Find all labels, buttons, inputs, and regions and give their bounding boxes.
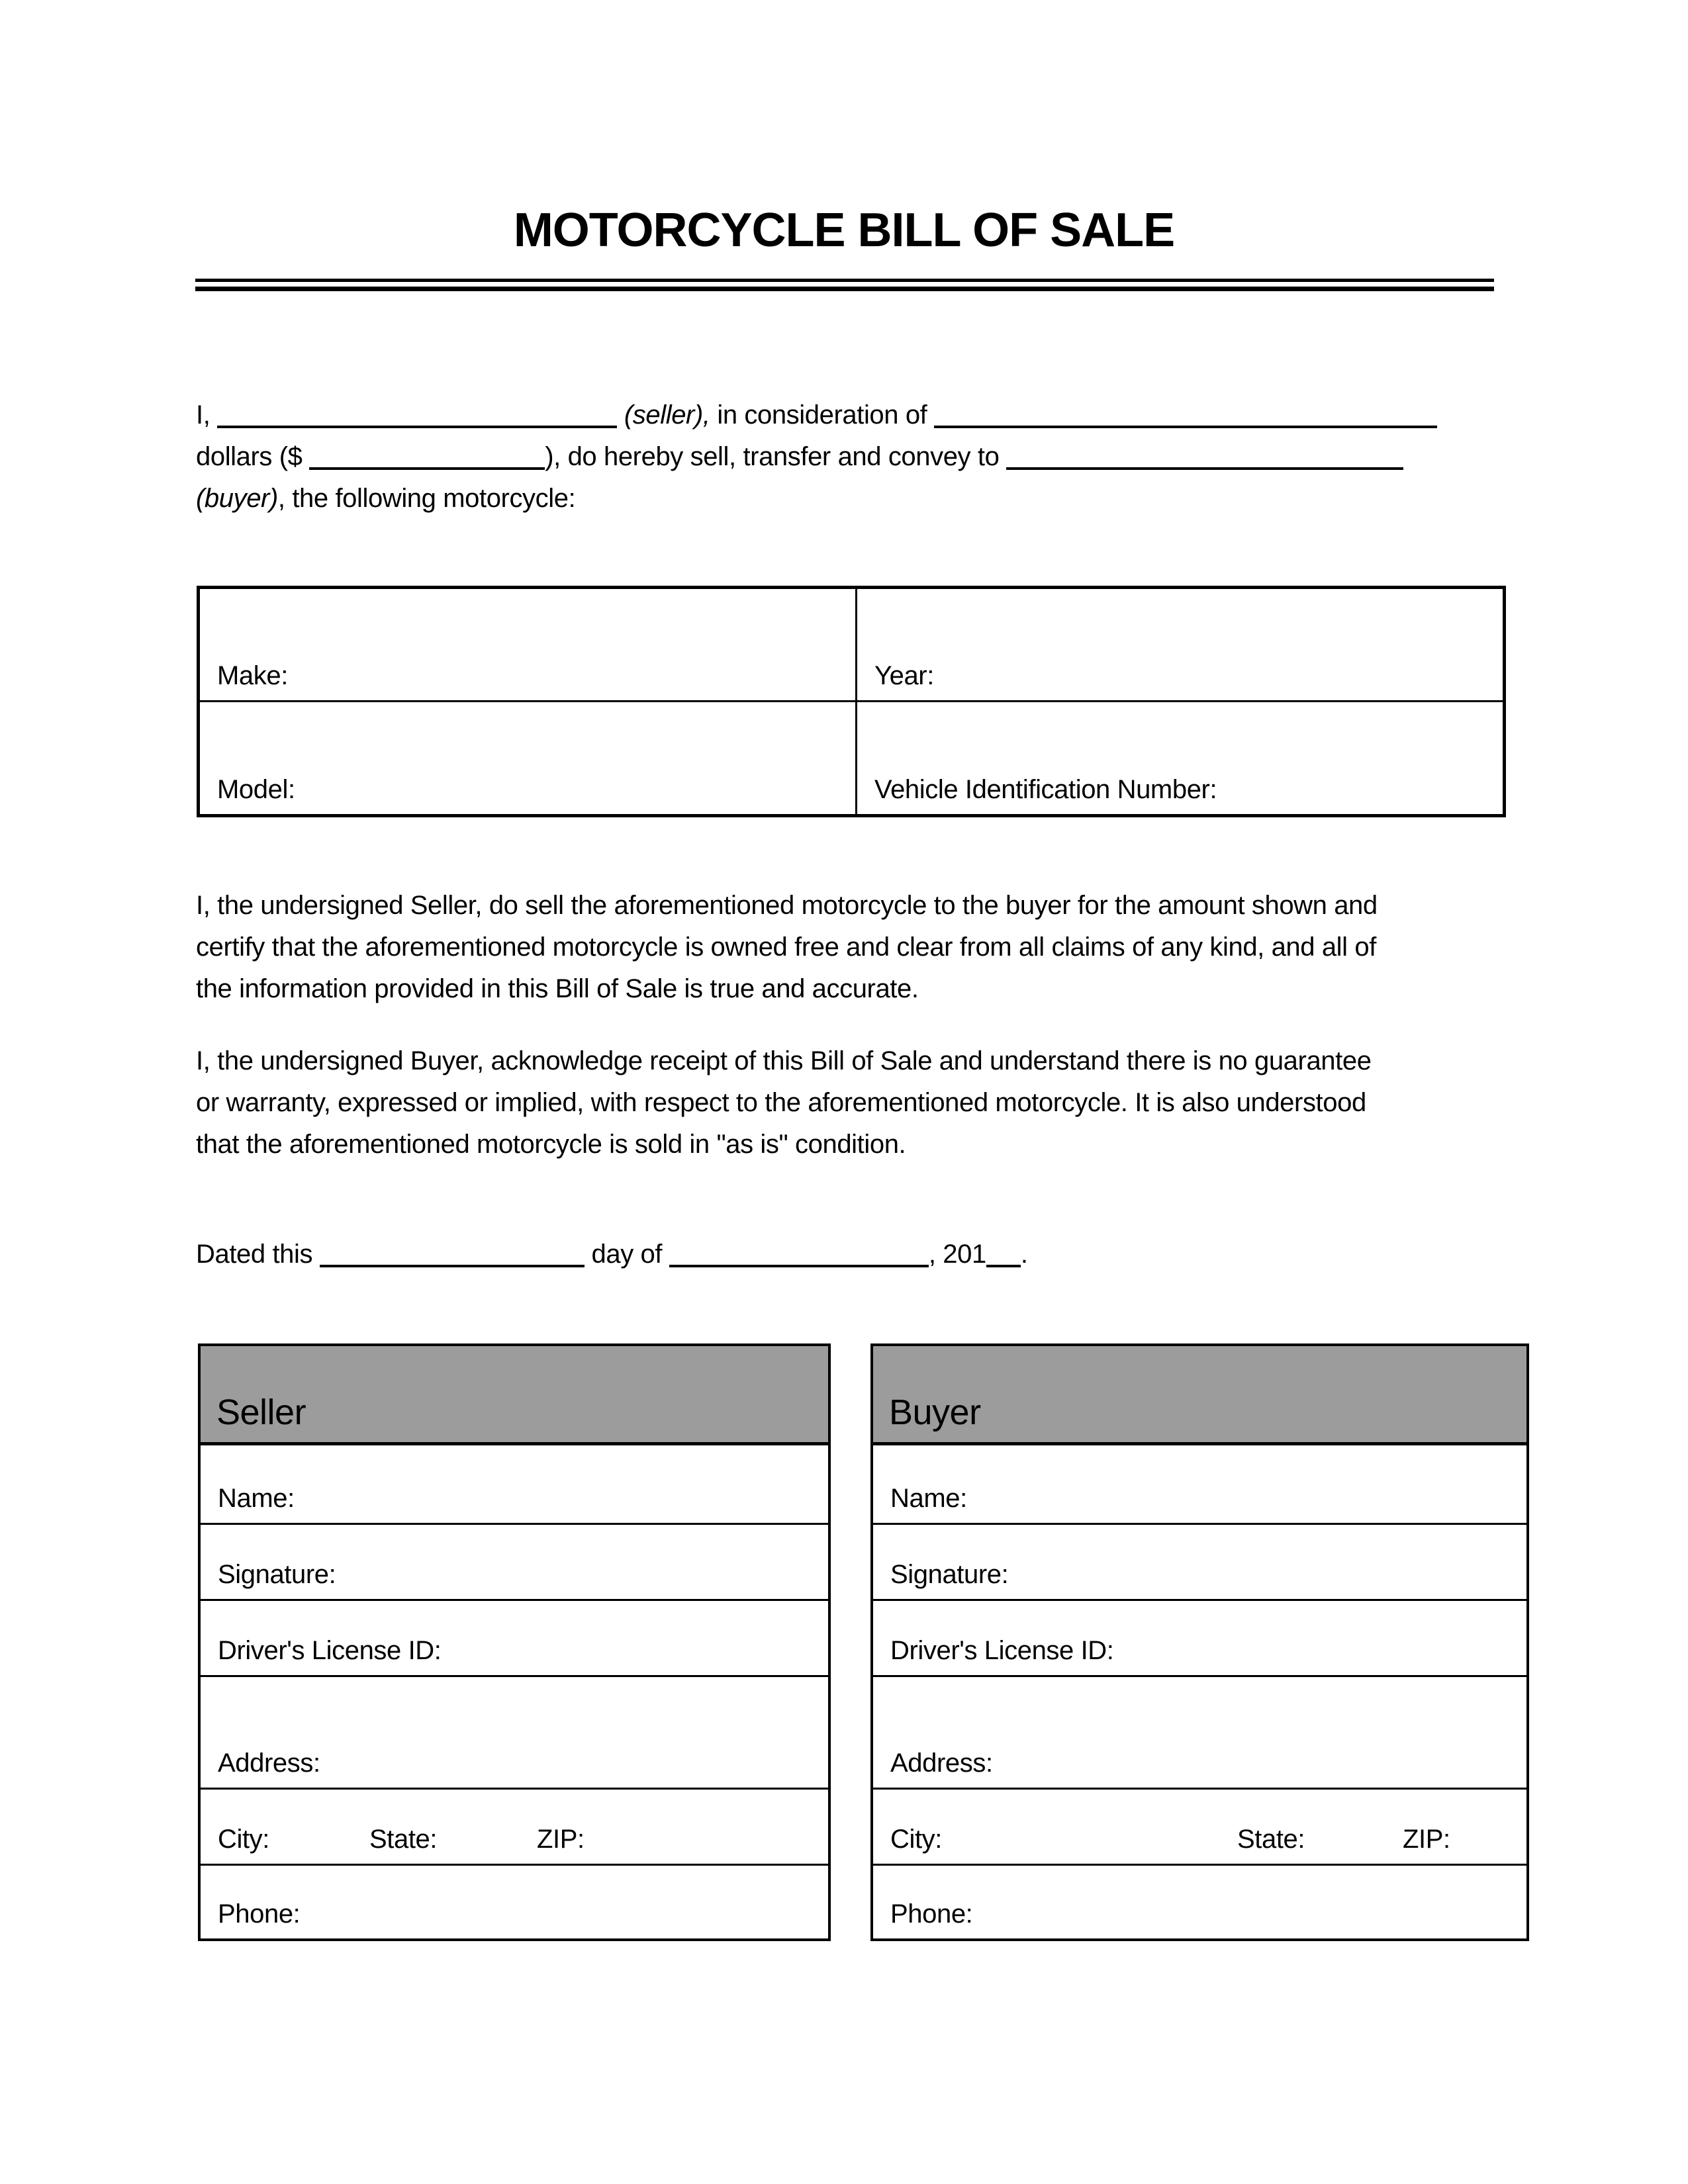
buyer-dl-label: Driver's License ID: (890, 1636, 1114, 1665)
seller-certification-paragraph (196, 885, 1378, 1010)
intro-l3-rest: , the following motorcycle: (277, 484, 576, 513)
year-blank[interactable] (986, 1265, 1021, 1267)
seller-signature-row[interactable] (201, 1525, 828, 1601)
page-title: MOTORCYCLE BILL OF SALE (513, 204, 1175, 257)
buyer-phone-row[interactable] (873, 1866, 1526, 1938)
seller-phone-label: Phone: (218, 1899, 301, 1929)
intro-line-1 (196, 394, 1437, 436)
paragraph-line: I, the undersigned Buyer, acknowledge receipt of this Bill of Sale and understand there is no guarantee (196, 1046, 1372, 1075)
paragraph-line: the information provided in this Bill of Sale is true and accurate. (196, 974, 919, 1003)
intro-l2-mid: ), do hereby sell, transfer and convey to (545, 442, 1000, 471)
buyer-name-blank[interactable] (1006, 467, 1403, 470)
seller-name-blank[interactable] (217, 426, 617, 428)
buyer-header-label: Buyer (889, 1392, 981, 1432)
buyer-zip-label: ZIP: (1403, 1825, 1450, 1854)
buyer-city-state-zip-row[interactable] (873, 1790, 1526, 1866)
buyer-drivers-license-row[interactable] (873, 1601, 1526, 1677)
seller-state-label: State: (369, 1825, 438, 1854)
consideration-blank[interactable] (934, 426, 1437, 428)
seller-address-row[interactable] (201, 1677, 828, 1790)
buyer-name-label: Name: (890, 1484, 967, 1513)
buyer-phone-label: Phone: (890, 1899, 973, 1929)
intro-l1-mid: in consideration of (717, 400, 927, 430)
dated-pre: Dated this (196, 1240, 313, 1269)
buyer-box-header (873, 1346, 1526, 1445)
intro-paragraph (196, 394, 1437, 520)
seller-name-label: Name: (218, 1484, 295, 1513)
buyer-address-label: Address: (890, 1749, 993, 1778)
buyer-signature-label: Signature: (890, 1560, 1009, 1589)
day-blank[interactable] (320, 1265, 585, 1267)
month-blank[interactable] (669, 1265, 929, 1267)
intro-line-3 (196, 478, 1437, 520)
seller-header-label: Seller (216, 1392, 306, 1432)
year-label: Year: (874, 661, 934, 690)
seller-box (198, 1343, 831, 1941)
dollar-amount-blank[interactable] (309, 467, 545, 470)
title-divider-thin (195, 279, 1494, 282)
dated-year: , 201 (928, 1240, 986, 1269)
buyer-box (870, 1343, 1529, 1941)
paragraph-line: I, the undersigned Seller, do sell the aforementioned motorcycle to the buyer for the amount shown and (196, 891, 1378, 920)
title-divider-thick (195, 287, 1494, 291)
make-label: Make: (217, 661, 288, 690)
dated-end: . (1020, 1240, 1028, 1269)
seller-city-label: City: (218, 1825, 270, 1854)
intro-l1-seller: (seller), (624, 400, 710, 430)
paragraph-line: that the aforementioned motorcycle is sold in "as is" condition. (196, 1130, 906, 1159)
intro-line-2 (196, 436, 1437, 478)
vehicle-info-table (197, 586, 1506, 817)
buyer-acknowledgement-paragraph (196, 1040, 1372, 1165)
vin-cell[interactable] (857, 702, 1503, 814)
seller-box-header (201, 1346, 828, 1445)
seller-signature-label: Signature: (218, 1560, 336, 1589)
intro-l3-buyer: (buyer) (196, 484, 278, 513)
intro-l2-pre: dollars ($ (196, 442, 303, 471)
seller-city-state-zip-row[interactable] (201, 1790, 828, 1866)
dated-line (196, 1234, 1028, 1275)
seller-dl-label: Driver's License ID: (218, 1636, 442, 1665)
year-cell[interactable] (857, 589, 1503, 702)
vin-label: Vehicle Identification Number: (874, 775, 1217, 804)
buyer-city-label: City: (890, 1825, 943, 1854)
intro-l1-pre: I, (196, 400, 211, 430)
dated-mid: day of (591, 1240, 663, 1269)
seller-drivers-license-row[interactable] (201, 1601, 828, 1677)
model-cell[interactable] (200, 702, 857, 814)
paragraph-line: or warranty, expressed or implied, with respect to the aforementioned motorcycle. It is also understood (196, 1088, 1366, 1117)
seller-zip-label: ZIP: (537, 1825, 585, 1854)
buyer-state-label: State: (1237, 1825, 1305, 1854)
buyer-name-row[interactable] (873, 1445, 1526, 1525)
seller-phone-row[interactable] (201, 1866, 828, 1938)
paragraph-line: certify that the aforementioned motorcycle is owned free and clear from all claims of any kind, and all of (196, 933, 1376, 962)
buyer-address-row[interactable] (873, 1677, 1526, 1790)
make-cell[interactable] (200, 589, 857, 702)
model-label: Model: (217, 775, 295, 804)
buyer-signature-row[interactable] (873, 1525, 1526, 1601)
seller-name-row[interactable] (201, 1445, 828, 1525)
seller-address-label: Address: (218, 1749, 320, 1778)
